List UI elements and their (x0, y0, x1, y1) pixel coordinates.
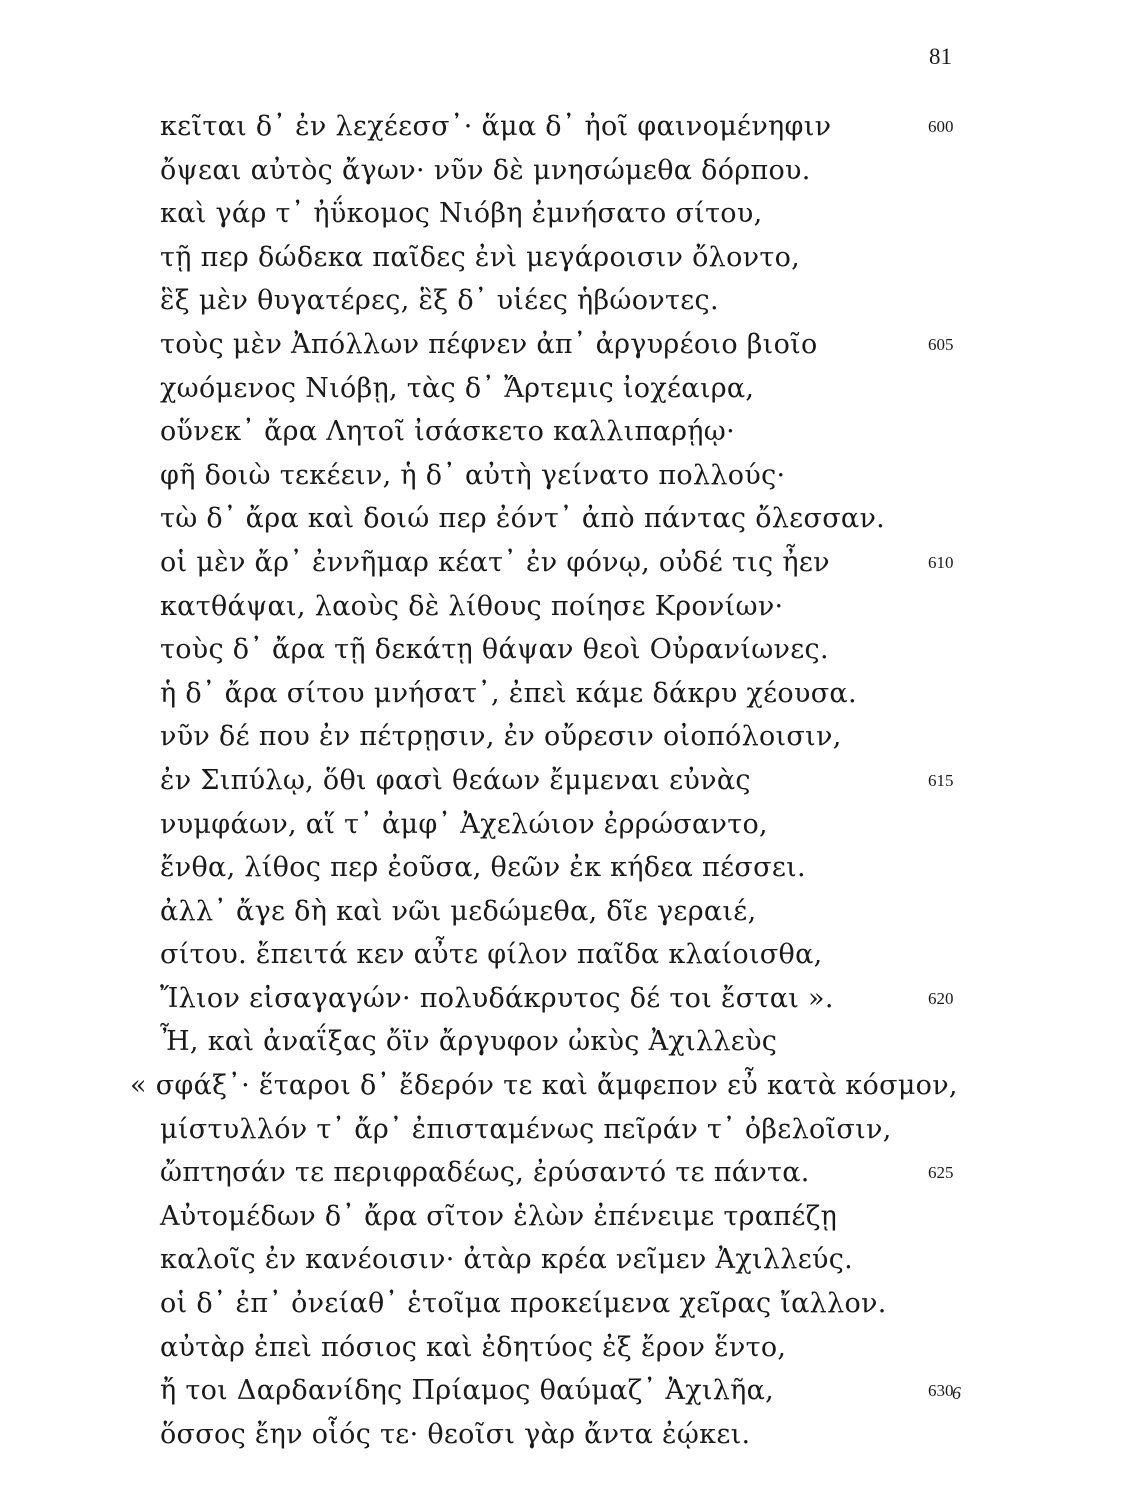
verse-line (0, 672, 1132, 716)
verse-line (0, 367, 1132, 411)
verse-line (0, 1064, 1132, 1108)
verse-text: ἡ δ᾽ ἄρα σίτου μνήσατ᾽, ἐπεὶ κάμε δάκρυ χέουσα. (160, 677, 857, 709)
verse-text: καὶ γάρ τ᾽ ἠΰκομος Νιόβη ἐμνήσατο σίτου, (160, 198, 763, 230)
verse-text: οἱ δ᾽ ἐπ᾽ ὀνείαθ᾽ ἑτοῖμα προκείμενα χεῖρας ἴαλλον. (160, 1288, 887, 1320)
verse-text: ὄψεαι αὐτὸς ἄγων· νῦν δὲ μνησώμεθα δόρπου. (160, 154, 811, 186)
verse-text: μίστυλλόν τ᾽ ἄρ᾽ ἐπισταμένως πεῖράν τ᾽ ὀβελοῖσιν, (160, 1113, 892, 1145)
verse-text: Αὐτομέδων δ᾽ ἄρα σῖτον ἑλὼν ἐπένειμε τραπέζῃ (160, 1200, 838, 1232)
verse-line (0, 454, 1132, 498)
verse-text: ἀλλ᾽ ἄγε δὴ καὶ νῶι μεδώμεθα, δῖε γεραιέ, (160, 895, 757, 927)
verse-line (0, 846, 1132, 890)
verse-line (0, 977, 1132, 1021)
verse-text: ὅσσος ἔην οἷός τε· θεοῖσι γὰρ ἄντα ἐῴκει. (160, 1418, 751, 1450)
line-number: 630 (928, 1381, 954, 1401)
verse-line (0, 933, 1132, 977)
verse-text: τοὺς δ᾽ ἄρα τῇ δεκάτῃ θάψαν θεοὶ Οὐρανίωνες. (160, 634, 829, 666)
verse-text: φῆ δοιὼ τεκέειν, ἡ δ᾽ αὐτὴ γείνατο πολλούς· (160, 459, 786, 491)
verse-line (0, 541, 1132, 585)
verse-text: οὕνεκ᾽ ἄρα Λητοῖ ἰσάσκετο καλλιπαρῄῳ· (160, 416, 735, 448)
verse-text: ἐν Σιπύλῳ, ὅθι φασὶ θεάων ἔμμεναι εὐνὰς (160, 764, 751, 796)
verse-line (0, 803, 1132, 847)
verse-text: ἔνθα, λίθος περ ἐοῦσα, θεῶν ἐκ κήδεα πέσσει. (160, 852, 806, 884)
verse-text: νυμφάων, αἵ τ᾽ ἀμφ᾽ Ἀχελώιον ἐρρώσαντο, (160, 808, 768, 840)
verse-line (0, 1326, 1132, 1370)
verse-line (0, 759, 1132, 803)
verse-line (0, 149, 1132, 193)
verse-line (0, 105, 1132, 149)
verse-line (0, 236, 1132, 280)
verse-text: « σφάξ᾽· ἕταροι δ᾽ ἔδερόν τε καὶ ἄμφεπον εὖ κατὰ κόσμον, (130, 1070, 958, 1102)
verse-line (0, 497, 1132, 541)
line-number: 600 (928, 117, 954, 136)
verse-line (0, 1413, 1132, 1457)
verse-text: αὐτὰρ ἐπεὶ πόσιος καὶ ἐδητύος ἐξ ἔρον ἕντο, (160, 1331, 787, 1363)
verse-line (0, 585, 1132, 629)
verse-line (0, 1369, 1132, 1413)
verse-line (0, 279, 1132, 323)
verse-line (0, 192, 1132, 236)
verse-text: τὼ δ᾽ ἄρα καὶ δοιώ περ ἐόντ᾽ ἀπὸ πάντας ὄλεσσαν. (160, 503, 886, 535)
verse-text: νῦν δέ που ἐν πέτρῃσιν, ἐν οὔρεσιν οἰοπόλοισιν, (160, 721, 842, 753)
verse-text: ὤπτησάν τε περιφραδέως, ἐρύσαντό τε πάντα. (160, 1157, 810, 1189)
line-number: 610 (928, 552, 954, 572)
line-number: 620 (928, 988, 954, 1008)
verse-line (0, 890, 1132, 934)
verse-line (0, 323, 1132, 367)
verse-text: τοὺς μὲν Ἀπόλλων πέφνεν ἀπ᾽ ἀργυρέοιο βιοῖο (160, 328, 818, 360)
verse-text: χωόμενος Νιόβῃ, τὰς δ᾽ Ἄρτεμις ἰοχέαιρα, (160, 372, 755, 404)
verse-text: Ἴλιον εἰσαγαγών· πολυδάκρυτος δέ τοι ἔσται ». (160, 982, 834, 1014)
verse-line (0, 1108, 1132, 1152)
verse-line (0, 1238, 1132, 1282)
signature-mark: 6 (952, 1383, 961, 1403)
verse-line (0, 410, 1132, 454)
verse-block (0, 105, 1132, 1456)
line-number: 605 (928, 334, 954, 354)
verse-line (0, 715, 1132, 759)
verse-text: κεῖται δ᾽ ἐν λεχέεσσ᾽· ἅμα δ᾽ ἠοῖ φαινομένηφιν (160, 111, 832, 142)
verse-text: σίτου. ἔπειτά κεν αὖτε φίλον παῖδα κλαίοισθα, (160, 939, 823, 971)
verse-line (0, 1151, 1132, 1195)
verse-line (0, 1282, 1132, 1326)
verse-text: ἓξ μὲν θυγατέρες, ἓξ δ᾽ υἱέες ἡβώοντες. (160, 285, 719, 317)
verse-text: τῇ περ δώδεκα παῖδες ἐνὶ μεγάροισιν ὄλοντο, (160, 241, 801, 273)
verse-text: καλοῖς ἐν κανέοισιν· ἀτὰρ κρέα νεῖμεν Ἀχιλλεύς. (160, 1244, 854, 1276)
line-number: 625 (928, 1163, 954, 1183)
verse-text: ἤ τοι Δαρδανίδης Πρίαμος θαύμαζ᾽ Ἀχιλῆα, (160, 1375, 775, 1407)
verse-line (0, 1020, 1132, 1064)
verse-line (0, 1195, 1132, 1239)
verse-text: κατθάψαι, λαοὺς δὲ λίθους ποίησε Κρονίων· (160, 590, 784, 622)
verse-text: οἱ μὲν ἄρ᾽ ἐννῆμαρ κέατ᾽ ἐν φόνῳ, οὐδέ τις ἦεν (160, 546, 830, 578)
line-number: 615 (928, 770, 954, 790)
page-number: 81 (929, 44, 952, 69)
verse-line (0, 628, 1132, 672)
verse-text: Ἦ, καὶ ἀναΐξας ὄϊν ἄργυφον ὠκὺς Ἀχιλλεὺς (160, 1026, 778, 1058)
